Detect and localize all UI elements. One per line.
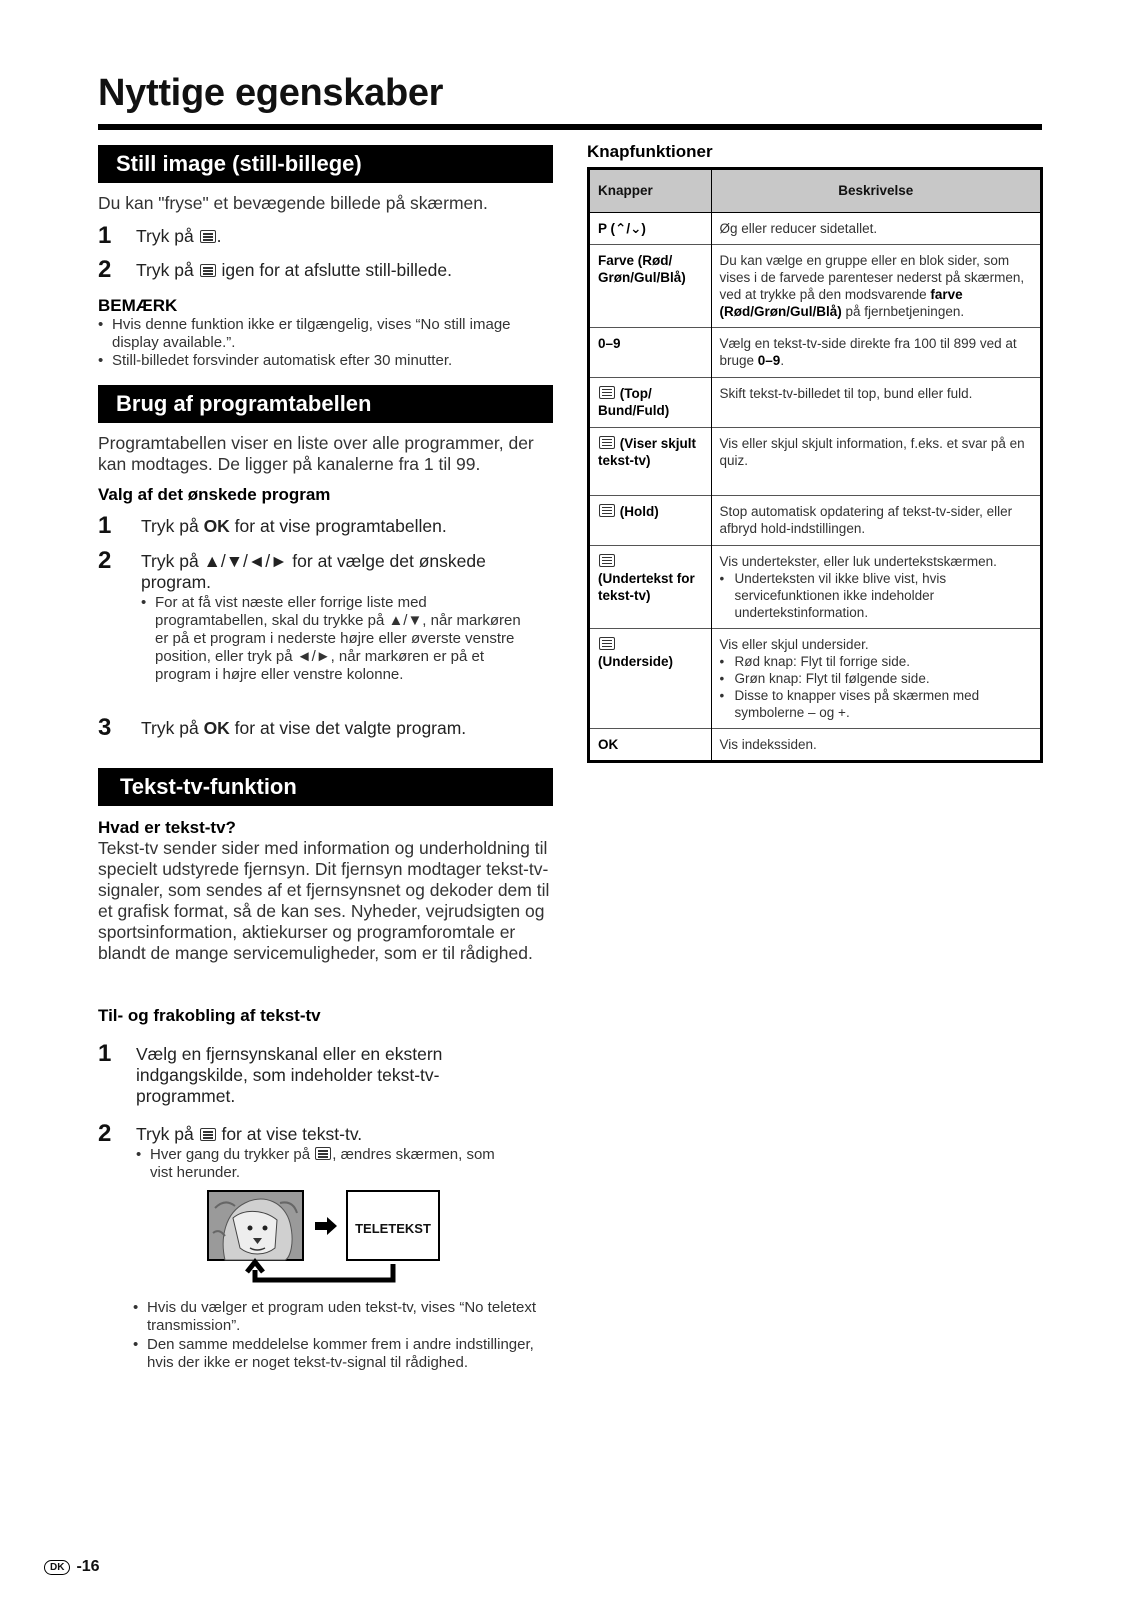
page-number: -16	[76, 1558, 100, 1575]
teletext-note: • Den samme meddelelse kommer frem i andre indstillinger, hvis der ikke er noget tekst-tv-signal til rådighed.	[133, 1336, 534, 1371]
table-row	[590, 728, 1040, 760]
step-number: 1	[98, 512, 112, 539]
row-key: (Underside)	[590, 628, 711, 728]
row-key: (Undertekst for tekst-tv)	[590, 545, 711, 628]
note-list	[98, 316, 538, 370]
teletext-icon	[200, 1128, 216, 1141]
teletext-notes	[133, 1299, 543, 1372]
row-key: (Hold)	[590, 495, 711, 545]
program-step-3: 3 Tryk på OK for at vise det valgte program.	[98, 714, 467, 741]
step-number: 1	[98, 1040, 112, 1067]
table-row	[590, 244, 1040, 327]
row-bullet: • Grøn knap: Flyt til følgende side.	[719, 670, 930, 686]
teletext-note: • Hvis du vælger et program uden tekst-tv, vises “No teletext transmission”.	[133, 1299, 537, 1334]
still-step-2	[98, 258, 452, 282]
teletext-body: Tekst-tv sender sider med information og underholdning til specielt udstyrede fjernsyn. Dit fjernsyn modtager tekst-tv-signaler, som sendes af et fjernsynsnet og dekoder dem til et grafisk format, så de kan ses. Nyheder, vejrudsigten og sportsinformation, aktiekurser og programforomtale er blandt de mange servicemuligheder, som er til rådighed.	[98, 838, 550, 963]
row-description: Øg eller reducer sidetallet.	[711, 212, 1040, 244]
teletext-heading: Tekst-tv-funktion	[98, 768, 553, 806]
teletext-screen-label: TELETEKST	[355, 1221, 431, 1236]
right-arrow-icon	[315, 1217, 337, 1235]
step-text-end: igen for at afslutte still-billede.	[221, 260, 452, 280]
top-bottom-full-icon	[599, 386, 615, 399]
step-text-end: .	[216, 226, 222, 246]
row-key: P (⌃/⌄)	[598, 220, 646, 236]
hold-icon	[200, 230, 216, 243]
column-header-description: Beskrivelse	[711, 170, 1040, 212]
tv-picture-image	[208, 1191, 303, 1260]
row-bullet: • Disse to knapper vises på skærmen med symbolerne – og +.	[719, 687, 980, 720]
row-description: Stop automatisk opdatering af tekst-tv-sider, eller afbryd hold-indstillingen.	[711, 495, 1040, 545]
note-title: BEMÆRK	[98, 296, 178, 315]
step-text: Tryk på	[136, 260, 194, 280]
program-step-2-bullet: • For at få vist næste eller forrige liste med programtabellen, skal du trykke på ▲/▼, når markøren er på et program i nederste højre eller øverste venstre position, eller tryk på ◄/►, når markøren er på et program i højre eller venstre kolonne.	[141, 594, 521, 683]
teletext-sub-2: Til- og frakobling af tekst-tv	[98, 1006, 321, 1025]
subpage-icon	[599, 637, 615, 650]
teletext-step-1	[98, 1042, 538, 1107]
column-header-key: Knapper	[590, 170, 711, 212]
row-description: Vis eller skjul undersider. • Rød knap: Flyt til forrige side. • Grøn knap: Flyt til følgende side. • Disse to knapper vises på skærmen med symbolerne – og +.	[711, 628, 1040, 728]
row-key: 0–9	[590, 327, 711, 377]
row-description: Vælg en tekst-tv-side direkte fra 100 til 899 ved at bruge 0–9.	[711, 327, 1040, 377]
row-key: Farve (Rød/ Grøn/Gul/Blå)	[590, 244, 711, 327]
still-image-heading: Still image (still-billege)	[98, 145, 553, 183]
teletext-toggle-diagram	[205, 1188, 455, 1288]
step-number: 2	[98, 547, 112, 574]
button-table-title: Knapfunktioner	[587, 142, 713, 161]
program-sub: Valg af det ønskede program	[98, 485, 331, 504]
program-table-heading: Brug af programtabellen	[98, 385, 553, 423]
table-row	[590, 327, 1040, 377]
row-description: Skift tekst-tv-billedet til top, bund eller fuld.	[711, 377, 1040, 427]
note-item: • Still-billedet forsvinder automatisk efter 30 minutter.	[98, 352, 453, 369]
still-intro: Du kan "fryse" et bevægende billede på skærmen.	[98, 193, 488, 213]
step-number: 2	[98, 256, 112, 283]
row-bullet: • Rød knap: Flyt til forrige side.	[719, 653, 911, 669]
program-intro: Programtabellen viser en liste over alle programmer, der kan modtages. De ligger på kanalerne fra 1 til 99.	[98, 433, 534, 474]
teletext-sub-1: Hvad er tekst-tv?	[98, 818, 236, 837]
table-row	[590, 545, 1040, 628]
step-text: Vælg en fjernsynskanal eller en ekstern indgangskilde, som indeholder tekst-tv-programmet.	[136, 1044, 443, 1106]
return-arrow-icon	[247, 1262, 393, 1280]
step-text: Tryk på ▲/▼/◄/► for at vælge det ønskede program.	[141, 551, 486, 592]
step-number: 2	[98, 1120, 112, 1147]
row-description: Du kan vælge en gruppe eller en blok sider, som vises i de farvede parenteser nederst på skærmen, ved at trykke på den modsvarende farve (Rød/Grøn/Gul/Blå) på fjernbetjeningen.	[711, 244, 1040, 327]
note-item: • Hvis denne funktion ikke er tilgængelig, vises “No still image display available.”.	[98, 316, 511, 351]
title-rule	[98, 124, 1042, 130]
teletext-step-2: 2 Tryk på for at vise tekst-tv. • Hver gang du trykker på , ændres skærmen, som vist herunder.	[98, 1122, 538, 1182]
program-step-2	[98, 549, 538, 684]
row-key: (Viser skjult tekst-tv)	[590, 427, 711, 495]
table-row	[590, 427, 1040, 495]
reveal-icon	[599, 436, 615, 449]
program-step-1: 1 Tryk på OK for at vise programtabellen.	[98, 512, 447, 539]
hold-icon	[599, 504, 615, 517]
language-badge: DK	[44, 1560, 70, 1575]
row-description: Vis indekssiden.	[711, 728, 1040, 760]
step-text: Tryk på	[136, 226, 194, 246]
step-number: 1	[98, 222, 112, 249]
row-key: OK	[590, 728, 711, 760]
button-functions-table	[587, 167, 1043, 763]
table-row	[590, 377, 1040, 427]
table-row	[590, 212, 1040, 244]
hold-icon	[200, 264, 216, 277]
teletext-step-2-bullet: • Hver gang du trykker på , ændres skærmen, som vist herunder.	[136, 1146, 495, 1181]
table-row	[590, 495, 1040, 545]
still-step-1	[98, 224, 221, 248]
subtitle-icon	[599, 554, 615, 567]
step-number: 3	[98, 714, 112, 741]
page-title: Nyttige egenskaber	[98, 72, 444, 114]
table-row	[590, 628, 1040, 728]
table-header-row	[590, 170, 1040, 212]
row-key: (Top/ Bund/Fuld)	[590, 377, 711, 427]
row-description: Vis undertekster, eller luk undertekstskærmen. • Underteksten vil ikke blive vist, hvis servicefunktionen ikke indeholder undertekstinformation.	[711, 545, 1040, 628]
row-bullet: • Underteksten vil ikke blive vist, hvis servicefunktionen ikke indeholder undertekstinformation.	[719, 570, 947, 620]
teletext-icon	[315, 1147, 331, 1160]
page-footer	[44, 1558, 100, 1576]
row-description: Vis eller skjul skjult information, f.eks. et svar på en quiz.	[711, 427, 1040, 495]
